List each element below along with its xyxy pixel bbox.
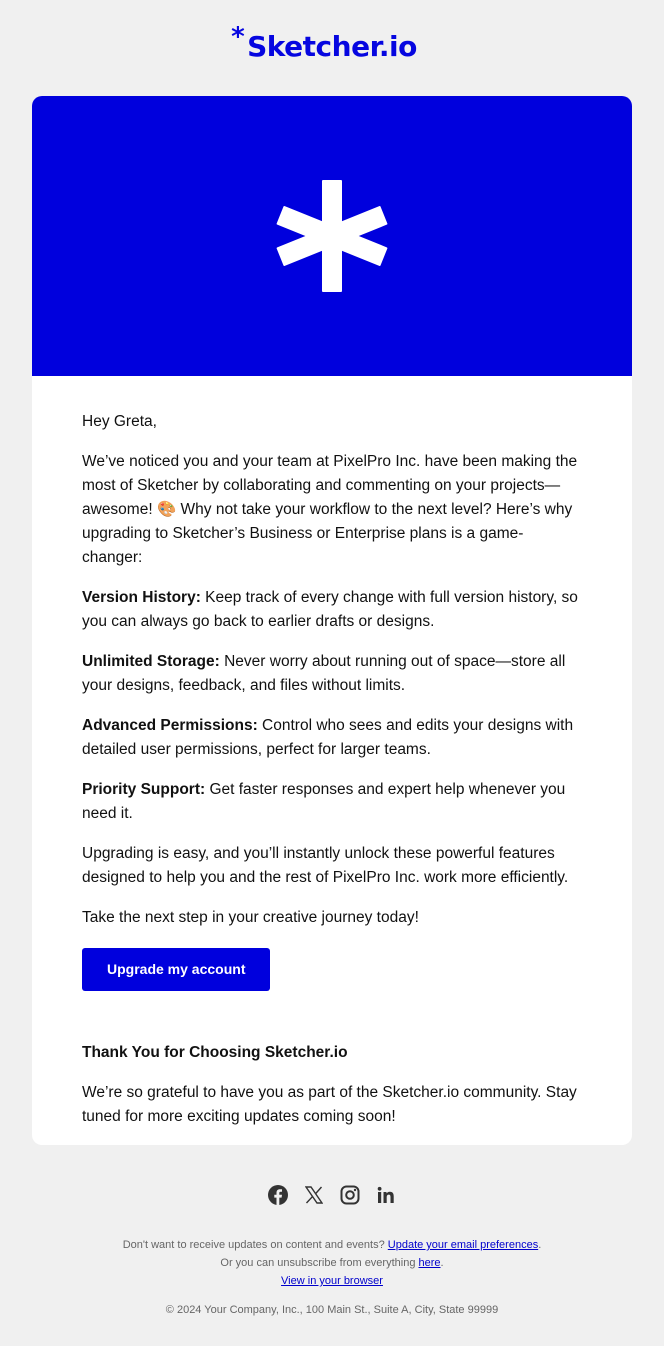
- upgrade-button[interactable]: Upgrade my account: [82, 948, 270, 991]
- feature-advanced-permissions: [82, 714, 582, 762]
- view-in-browser-link[interactable]: View in your browser: [281, 1275, 383, 1287]
- copyright: © 2024 Your Company, Inc., 100 Main St., Suite A, City, State 99999: [165, 1304, 499, 1316]
- brand-name: Sketcher.io: [247, 30, 417, 63]
- greeting: Hey Greta,: [82, 413, 157, 430]
- email-card: [32, 96, 632, 1145]
- closing-paragraph: Upgrading is easy, and you’ll instantly unlock these powerful features designed to help you and the rest of PixelPro Inc. work more efficiently.: [82, 845, 569, 886]
- linkedin-icon[interactable]: [376, 1184, 396, 1206]
- x-icon[interactable]: [304, 1184, 324, 1206]
- footer-text: .: [440, 1257, 444, 1269]
- social-links: [0, 1184, 664, 1206]
- email-preferences-link[interactable]: Update your email preferences: [387, 1239, 539, 1251]
- feature-text: Never worry about running out of space—store all your designs, feedback, and files without limits.: [82, 653, 566, 694]
- instagram-icon[interactable]: [340, 1184, 360, 1206]
- next-step-text: Take the next step in your creative journey today!: [82, 909, 419, 926]
- feature-priority-support: [82, 778, 582, 826]
- asterisk-icon: *: [231, 22, 245, 52]
- footer-unsubscribe-line: [0, 1254, 664, 1272]
- feature-title: Priority Support:: [82, 781, 206, 798]
- feature-unlimited-storage: [82, 650, 582, 698]
- intro-paragraph: We’ve noticed you and your team at PixelPro Inc. have been making the most of Sketcher by collaborating and commenting on your projects—awesome! 🎨 Why not take your workflow to the next level? Here’s why upgrading to Sketcher’s Business or Enterprise plans is a game-changer:: [82, 453, 578, 566]
- feature-text: Keep track of every change with full version history, so you can always go back to earlier drafts or designs.: [82, 589, 578, 630]
- footer-text: Don't want to receive updates on content and events?: [122, 1239, 388, 1251]
- footer-preferences-line: [0, 1236, 664, 1254]
- email-body: [32, 376, 632, 1129]
- feature-text: Get faster responses and expert help whenever you need it.: [82, 781, 566, 822]
- feature-title: Unlimited Storage:: [82, 653, 220, 670]
- hero-banner: [32, 96, 632, 376]
- thanks-paragraph: We’re so grateful to have you as part of the Sketcher.io community. Stay tuned for more exciting updates coming soon!: [82, 1084, 577, 1125]
- unsubscribe-link[interactable]: here: [418, 1257, 441, 1269]
- header-logo[interactable]: [0, 22, 664, 63]
- feature-title: Version History:: [82, 589, 201, 606]
- thanks-heading: Thank You for Choosing Sketcher.io: [82, 1044, 348, 1061]
- footer: [0, 1236, 664, 1319]
- feature-title: Advanced Permissions:: [82, 717, 258, 734]
- asterisk-icon: [275, 180, 389, 292]
- feature-text: Control who sees and edits your designs with detailed user permissions, perfect for larger teams.: [82, 717, 574, 758]
- footer-text: .: [538, 1239, 542, 1251]
- facebook-icon[interactable]: [268, 1184, 288, 1206]
- feature-version-history: [82, 586, 582, 634]
- footer-text: Or you can unsubscribe from everything: [220, 1257, 419, 1269]
